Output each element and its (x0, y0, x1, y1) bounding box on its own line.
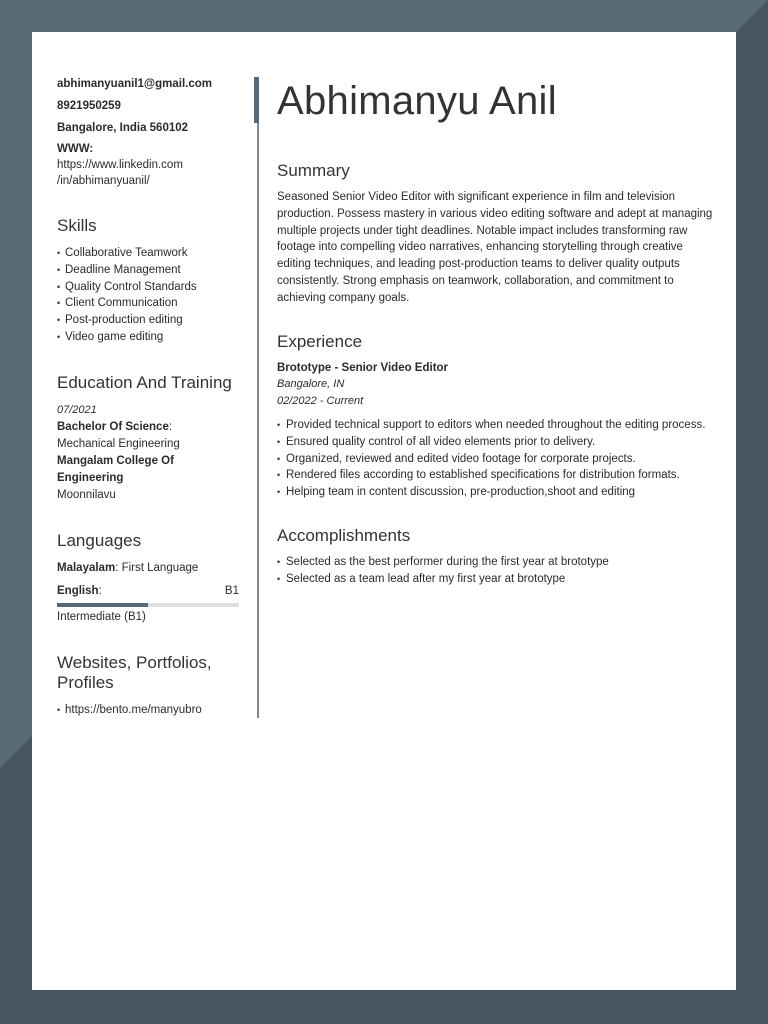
accomplishments-list (277, 554, 717, 588)
job-bullet: • Rendered files according to established specifications for distribution formats. (277, 467, 717, 484)
education-date: 07/2021 (57, 403, 97, 416)
job-bullet: • Ensured quality control of all video elements prior to delivery. (277, 434, 717, 451)
accomplishments-heading: Accomplishments (277, 526, 411, 546)
language-proficiency-bar (57, 603, 239, 607)
job-location: Bangalore, IN (277, 378, 345, 391)
skill-item: • Quality Control Standards (57, 279, 239, 296)
linkedin-url-line1: https://www.linkedin.com (57, 159, 183, 171)
language-malayalam (57, 560, 239, 577)
education-degree-line (57, 419, 239, 436)
education-school-line1: Mangalam College Of (57, 454, 174, 467)
job-bullet: • Organized, reviewed and edited video footage for corporate projects. (277, 451, 717, 468)
skill-item: • Client Communication (57, 295, 239, 312)
candidate-name: Abhimanyu Anil (277, 79, 557, 123)
skill-item: • Video game editing (57, 329, 239, 346)
left-column (57, 76, 239, 719)
summary-text: Seasoned Senior Video Editor with significant experience in film and television production. Possess mastery in various video editing software and adept at managing multiple projects under tight deadlines. Notable impact includes transforming raw footage into compelling video narratives, enhancing storytelling through creative editing techniques, and leading post-production teams to deliver quality outputs consistently. Strong emphasis on teamwork, collaboration, and commitment to achieving company goals. (277, 191, 713, 304)
linkedin-url-line2: /in/abhimanyuanil/ (57, 175, 150, 187)
resume-page (32, 32, 736, 990)
language-suffix: : (98, 584, 102, 597)
language-suffix: : (115, 561, 119, 574)
accomplishment-item: • Selected as a team lead after my first year at brototype (277, 571, 717, 588)
language-name: English (57, 584, 99, 597)
job-bullets (277, 417, 717, 501)
websites-heading-line1: Websites, Portfolios, (57, 652, 212, 672)
experience-heading: Experience (277, 331, 363, 351)
education-field: Mechanical Engineering (57, 437, 180, 450)
contact-phone: 8921950259 (57, 100, 121, 112)
job-title: Brototype - Senior Video Editor (277, 361, 449, 374)
accomplishment-item: • Selected as the best performer during the first year at brototype (277, 554, 717, 571)
contact-email: abhimanyuanil1@gmail.com (57, 78, 213, 90)
language-english (57, 583, 239, 600)
language-english-label (57, 583, 102, 600)
language-code: B1 (224, 584, 239, 597)
languages-heading: Languages (57, 530, 142, 550)
skill-item: • Deadline Management (57, 262, 239, 279)
column-divider (257, 78, 259, 718)
websites-list (57, 702, 239, 719)
education-degree: Bachelor Of Science (57, 420, 169, 433)
skill-item: • Collaborative Teamwork (57, 245, 239, 262)
language-name: Malayalam (57, 561, 116, 574)
www-label: WWW: (57, 143, 94, 155)
education-location: Moonnilavu (57, 488, 116, 501)
job-bullet: • Helping team in content discussion, pre-production,shoot and editing (277, 484, 717, 501)
skill-item: • Post-production editing (57, 312, 239, 329)
job-bullet: • Provided technical support to editors when needed throughout the editing process. (277, 417, 717, 434)
contact-location: Bangalore, India 560102 (57, 122, 189, 134)
education-heading: Education And Training (57, 372, 232, 392)
websites-heading-line2: Profiles (57, 672, 114, 692)
skills-heading: Skills (57, 216, 97, 235)
right-column (277, 76, 717, 588)
websites-heading (57, 653, 239, 693)
education-degree-suffix: : (168, 420, 173, 433)
website-link[interactable]: • https://bento.me/manyubro (57, 702, 239, 719)
language-level: First Language (121, 561, 199, 574)
summary-heading: Summary (277, 161, 350, 180)
education-school-line2: Engineering (57, 471, 124, 484)
job-dates: 02/2022 - Current (277, 394, 364, 407)
column-divider-accent (254, 77, 259, 123)
language-level-text: Intermediate (B1) (57, 610, 146, 623)
skills-list (57, 245, 239, 346)
language-proficiency-fill (57, 603, 148, 607)
